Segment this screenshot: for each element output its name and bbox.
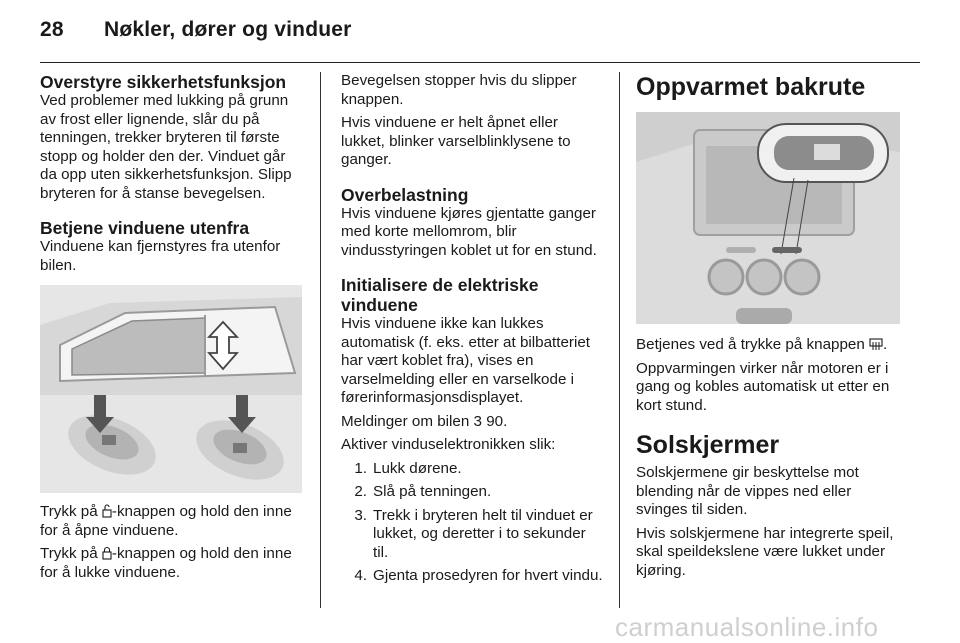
watermark: carmanualsonline.info	[615, 612, 879, 642]
lock-icon	[102, 546, 112, 560]
page-reference-arrow-icon: 3	[473, 412, 482, 430]
page-number: 28	[40, 18, 64, 41]
column-3	[636, 72, 904, 585]
heading-remote: Betjene vinduene utenfra	[40, 218, 250, 238]
unlock-icon	[102, 504, 112, 518]
paragraph-close-windows: Trykk på -knappen og hold den inne for å lukke vinduene.	[40, 545, 292, 581]
paragraph-blink: Hvis vinduene er helt åpnet eller lukket, blinker varselblinklysene to ganger.	[341, 114, 571, 168]
dashboard-rear-defrost-figure	[636, 112, 900, 324]
paragraph-activate: Aktiver vinduselektronikken slik:	[341, 436, 556, 453]
paragraph-sunvisors-1: Solskjermene gir beskyttelse mot blending når de vippes ned eller svinges til siden.	[636, 464, 859, 518]
heading-initialise: Initialisere de elektriske vinduene	[341, 275, 539, 315]
column-2	[341, 72, 603, 591]
column-1	[40, 72, 305, 587]
paragraph-remote: Vinduene kan fjernstyres fra utenfor bilen.	[40, 238, 281, 274]
paragraph-initialise: Hvis vinduene ikke kan lukkes automatisk (f. eks. etter at bilbatteriet har vært koblet fra), vises en varselmelding eller en varselkode i førerinformasjonsdisplayet.	[341, 315, 591, 406]
heading-sunvisors: Solskjermer	[636, 431, 780, 459]
paragraph-sunvisors-2: Hvis solskjermene har integrerte speil, skal speildekslene være lukket under kjøring.	[636, 524, 894, 579]
paragraph-overload: Hvis vinduene kjøres gjentatte ganger med korte mellomrom, blir vindusstyringen koblet ut for en stund.	[341, 204, 597, 259]
car-window-remote-figure	[40, 285, 302, 493]
list-item: 1. Lukk dørene.	[354, 459, 462, 477]
rear-defrost-icon	[869, 338, 883, 351]
list-item: 2. Slå på tenningen.	[354, 483, 492, 500]
column-divider-1	[320, 72, 321, 608]
heading-override: Overstyre sikkerhetsfunksjon	[40, 72, 287, 92]
paragraph-open-windows: Trykk på -knappen og hold den inne for å åpne vinduene.	[40, 503, 292, 539]
heading-rear-window: Oppvarmet bakrute	[636, 73, 866, 101]
column-divider-2	[619, 72, 620, 608]
page-header	[40, 18, 352, 42]
steps-list	[341, 460, 603, 586]
list-item: 4. Gjenta prosedyren for hvert vindu.	[354, 567, 603, 584]
chapter-title: Nøkler, dører og vinduer	[104, 18, 352, 41]
heading-overload: Overbelastning	[341, 184, 469, 205]
paragraph-messages: Meldinger om bilen 3 90.	[341, 412, 508, 430]
paragraph-rear-window-button: Betjenes ved å trykke på knappen .	[636, 336, 888, 353]
paragraph-stop: Bevegelsen stopper hvis du slipper knappen.	[341, 72, 577, 108]
list-item: 3. Trekk i bryteren helt til vinduet er lukket, og deretter i to sekunder til.	[354, 506, 593, 561]
paragraph-override: Ved problemer med lukking på grunn av frost eller lignende, slår du på tenningen, trekker bryteren til første stopp og holder den der. Vinduet går da opp uten sikkerhetsfunksjon. Slipp bryteren for å stanse bevegelsen.	[40, 92, 292, 202]
header-rule	[40, 62, 920, 63]
paragraph-rear-window-auto: Oppvarmingen virker når motoren er i gang og kobles automatisk ut etter en kort stund.	[636, 359, 890, 414]
